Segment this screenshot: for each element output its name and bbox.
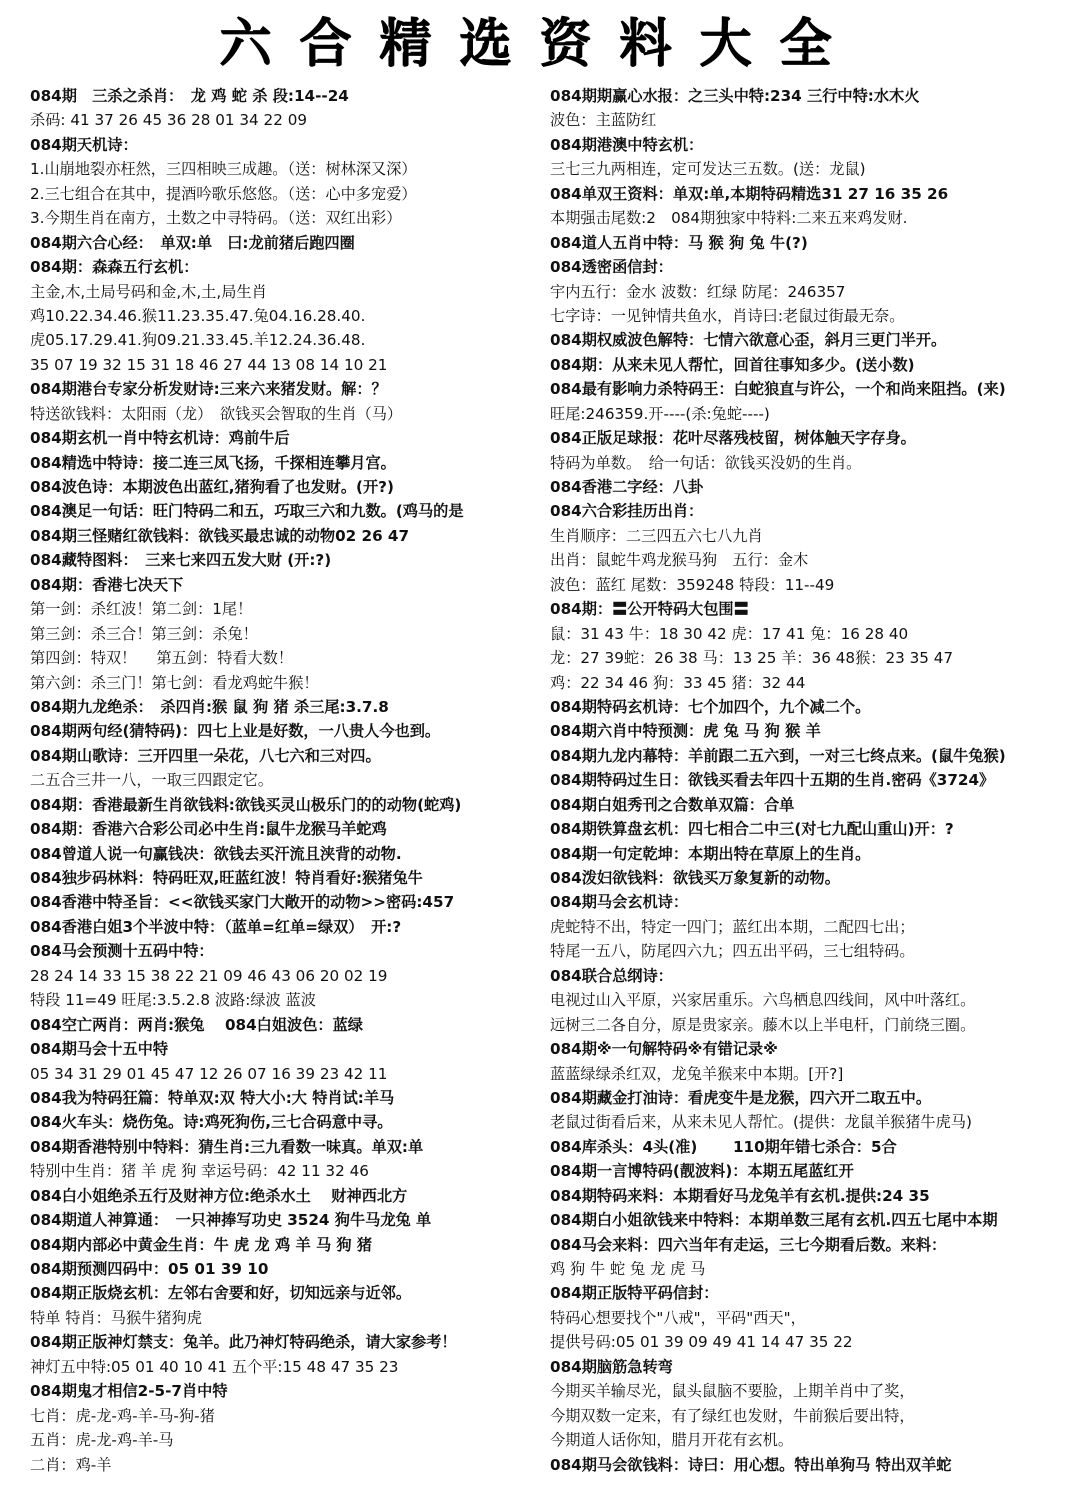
left-heading-line: 084期：香港最新生肖欲钱料:欲钱买灵山极乐门的的动物(蛇鸡) bbox=[30, 795, 462, 814]
right-text-line: 今期道人话你知，腊月开花有玄机。 bbox=[550, 1431, 793, 1450]
right-heading-line: 084期白小姐欲钱来中特料：本期单数三尾有玄机.四五七尾中本期 bbox=[550, 1211, 998, 1230]
left-heading-line: 084期两句经(猜特码)：四七上业是好数，一八贵人今也到。 bbox=[30, 722, 441, 741]
left-column bbox=[30, 84, 542, 1484]
right-text-line: 老鼠过街看后来，从来未见人帮忙。(提供：龙鼠羊猴猪牛虎马) bbox=[550, 1113, 972, 1132]
left-heading-line: 084期玄机一肖中特玄机诗：鸡前牛后 bbox=[30, 429, 290, 448]
left-heading-line: 084空亡两肖：两肖:猴兔 084白姐波色：蓝绿 bbox=[30, 1015, 363, 1034]
right-text-line: 提供号码:05 01 39 09 49 41 14 47 35 22 bbox=[550, 1333, 853, 1352]
page-title: 六合精选资料大全 bbox=[219, 15, 860, 75]
right-heading-line: 084期※一句解特码※有错记录※ bbox=[550, 1040, 778, 1059]
left-text-line: 七肖：虎-龙-鸡-羊-马-狗-猪 bbox=[30, 1406, 215, 1425]
left-heading-line: 084香港中特圣旨：<<欲钱买家门大敞开的动物>>密码:457 bbox=[30, 893, 455, 912]
left-heading-line: 084澳足一句话：旺门特码二和五，巧取三六和九数。(鸡马的是 bbox=[30, 502, 464, 521]
left-heading-line: 084香港白姐3个半波中特：（蓝单=红单=绿双） 开:? bbox=[30, 917, 402, 936]
right-heading-line: 084期藏金打油诗：看虎变牛是龙猴，四六开二取五中。 bbox=[550, 1088, 932, 1107]
right-heading-line: 084期铁算盘玄机：四七相合二中三(对七九配山重山)开：? bbox=[550, 820, 954, 839]
left-text-line: 第一剑：杀红波！第二剑：1尾！ bbox=[30, 600, 253, 619]
right-heading-line: 084期特码来料：本期看好马龙兔羊有玄机.提供:24 35 bbox=[550, 1186, 930, 1205]
left-heading-line: 084期马会十五中特 bbox=[30, 1040, 169, 1059]
right-text-line: 特尾一五八，防尾四六九；四五出平码，三七组特码。 bbox=[550, 942, 915, 961]
right-column bbox=[550, 84, 1075, 1484]
left-heading-line: 084波色诗：本期波色出蓝红,猪狗看了也发财。(开?) bbox=[30, 478, 394, 496]
left-heading-line: 084期正版神灯禁支：兔羊。此乃神灯特码绝杀，请大家参考！ bbox=[30, 1333, 457, 1352]
left-heading-line: 084期三怪赌红欲钱料：欲钱买最忠诚的动物02 26 47 bbox=[30, 526, 410, 545]
left-heading-line: 084期天机诗： bbox=[30, 135, 138, 154]
left-text-line: 1.山崩地裂亦枉然，三四相映三成趣。（送：树林深又深） bbox=[30, 160, 417, 179]
right-text-line: 波色：蓝红 尾数：359248 特段：11--49 bbox=[550, 575, 835, 594]
left-heading-line: 084火车头：烧伤兔。诗:鸡死狗伤,三七合码意中寻。 bbox=[30, 1113, 393, 1132]
right-text-line: 旺尾:246359.开----(杀:兔蛇----) bbox=[550, 404, 770, 423]
right-heading-line: 084期正版特平码信封： bbox=[550, 1284, 719, 1303]
left-text-line: 二五合三井一八，一取三四跟定它。 bbox=[30, 771, 273, 790]
right-heading-line: 084最有影响力杀特码王：白蛇狼直与许公，一个和尚来阻挡。(来) bbox=[550, 380, 1006, 399]
right-heading-line: 084库杀头：4头(准) 110期年错七杀合：5合 bbox=[550, 1137, 897, 1156]
right-text-line: 龙：27 39蛇：26 38 马：13 25 羊：36 48猴：23 35 47 bbox=[550, 649, 954, 668]
right-text-line: 电视过山入平原，兴家居重乐。六鸟栖息四线间，风中叶落红。 bbox=[550, 991, 976, 1010]
right-text-line: 虎蛇特不出，特定一四门；蓝红出本期，二配四七出； bbox=[550, 917, 915, 936]
right-heading-line: 084期马会玄机诗： bbox=[550, 893, 689, 912]
right-text-line: 生肖顺序：二三四五六七八九肖 bbox=[550, 526, 763, 545]
right-heading-line: 084联合总纲诗： bbox=[550, 966, 673, 985]
left-heading-line: 084期港台专家分析发财诗:三来六来猪发财。解：？ bbox=[30, 380, 387, 399]
right-heading-line: 084单双王资料：单双:单,本期特码精选31 27 16 35 26 bbox=[550, 184, 949, 203]
right-heading-line: 084期：从来未见人帮忙，回首往事知多少。(送小数) bbox=[550, 355, 915, 374]
right-text-line: 远树三二各自分，原是贵家亲。藤木以上半电杆，门前绕三圈。 bbox=[550, 1015, 976, 1034]
left-heading-line: 084我为特码狂篇：特单双:双 特大小:大 特肖试:羊马 bbox=[30, 1088, 395, 1107]
left-text-line: 特段 11=49 旺尾:3.5.2.8 波路:绿波 蓝波 bbox=[30, 991, 316, 1010]
right-text-line: 鸡：22 34 46 狗：33 45 猪：32 44 bbox=[550, 673, 806, 692]
left-text-line: 3.今期生肖在南方，土数之中寻特码。（送：双红出彩） bbox=[30, 209, 402, 228]
right-heading-line: 084透密函信封： bbox=[550, 258, 673, 277]
left-heading-line: 084藏特图料： 三来七来四五发大财 (开:?) bbox=[30, 551, 332, 570]
left-text-line: 第四剑：特双！ 第五剑：特看大数！ bbox=[30, 649, 294, 668]
right-heading-line: 084期特码玄机诗：七个加四个，九个减二个。 bbox=[550, 697, 871, 716]
left-heading-line: 084期内部必中黄金生肖：牛 虎 龙 鸡 羊 马 狗 猪 bbox=[30, 1235, 373, 1254]
right-heading-line: 084香港二字经：八卦 bbox=[550, 478, 704, 496]
left-heading-line: 084期：香港六合彩公司必中生肖:鼠牛龙猴马羊蛇鸡 bbox=[30, 820, 387, 839]
right-text-line: 本期强击尾数:2 084期独家中特料:二来五来鸡发财. bbox=[550, 209, 908, 228]
left-text-line: 第三剑：杀三合！第三剑：杀兔！ bbox=[30, 624, 258, 643]
right-text-line: 特码心想要找个"八戒"，平码"西天"， bbox=[550, 1308, 806, 1327]
right-text-line: 特码为单数。 给一句话：欲钱买没奶的生肖。 bbox=[550, 453, 862, 472]
left-heading-line: 084期九龙绝杀： 杀四肖:猴 鼠 狗 猪 杀三尾:3.7.8 bbox=[30, 697, 389, 716]
right-heading-line: 084正版足球报：花叶尽落残枝留，树体触天字存身。 bbox=[550, 429, 916, 448]
left-text-line: 28 24 14 33 15 38 22 21 09 46 43 06 20 02 19 bbox=[30, 966, 388, 985]
left-heading-line: 084期 三杀之杀肖： 龙 鸡 蛇 杀 段:14--24 bbox=[30, 87, 349, 105]
right-heading-line: 084道人五肖中特：马 猴 狗 兔 牛(?) bbox=[550, 233, 808, 252]
left-heading-line: 084期预测四码中：05 01 39 10 bbox=[30, 1260, 269, 1278]
right-heading-line: 084期权威波色解特：七情六欲意心歪，斜月三更门半开。 bbox=[550, 331, 947, 350]
left-heading-line: 084曾道人说一句赢钱决：欲钱去买汗流且浃背的动物. bbox=[30, 844, 402, 863]
left-heading-line: 084白小姐绝杀五行及财神方位:绝杀水土 财神西北方 bbox=[30, 1186, 408, 1205]
left-heading-line: 084精选中特诗：接二连三凤飞扬，千探相连攀月宫。 bbox=[30, 453, 396, 472]
right-heading-line: 084期脑筋急转弯 bbox=[550, 1357, 673, 1376]
left-heading-line: 084期六合心经： 单双:单 曰:龙前猪后跑四圈 bbox=[30, 233, 355, 252]
left-text-line: 神灯五中特:05 01 40 10 41 五个平:15 48 47 35 23 bbox=[30, 1357, 399, 1376]
right-heading-line: 084六合彩挂历出肖： bbox=[550, 502, 704, 521]
right-heading-line: 084期白姐秀刊之合数单双篇：合单 bbox=[550, 795, 795, 814]
left-heading-line: 084期道人神算通： 一只神捧写功史 3524 狗牛马龙兔 单 bbox=[30, 1211, 432, 1230]
left-text-line: 虎05.17.29.41.狗09.21.33.45.羊12.24.36.48. bbox=[30, 331, 366, 350]
left-text-line: 特单 特肖：马猴牛猪狗虎 bbox=[30, 1308, 202, 1327]
left-text-line: 二肖：鸡-羊 bbox=[30, 1455, 112, 1474]
right-heading-line: 084期：〓公开特码大包围〓 bbox=[550, 600, 749, 619]
right-heading-line: 084期马会欲钱料：诗曰：用心想。特出单狗马 特出双羊蛇 bbox=[550, 1455, 952, 1474]
right-heading-line: 084期特码过生日：欲钱买看去年四十五期的生肖.密码《3724》 bbox=[550, 771, 995, 790]
left-text-line: 鸡10.22.34.46.猴11.23.35.47.兔04.16.28.40. bbox=[30, 306, 366, 325]
right-heading-line: 084期六肖中特预测：虎 兔 马 狗 猴 羊 bbox=[550, 722, 821, 741]
right-text-line: 出肖：鼠蛇牛鸡龙猴马狗 五行：金木 bbox=[550, 551, 809, 570]
right-text-line: 鼠：31 43 牛：18 30 42 虎：17 41 兔：16 28 40 bbox=[550, 624, 909, 643]
left-text-line: 35 07 19 32 15 31 18 46 27 44 13 08 14 10 21 bbox=[30, 355, 388, 374]
left-heading-line: 084期山歌诗：三开四里一朵花，八七六和三对四。 bbox=[30, 746, 381, 765]
right-heading-line: 084期一句定乾坤：本期出特在草原上的生肖。 bbox=[550, 844, 871, 863]
right-text-line: 宇内五行：金水 波数：红绿 防尾：246357 bbox=[550, 282, 846, 301]
left-text-line: 主金,木,土局号码和金,木,土,局生肖 bbox=[30, 282, 267, 301]
right-text-line: 波色：主蓝防红 bbox=[550, 111, 657, 130]
right-text-line: 鸡 狗 牛 蛇 兔 龙 虎 马 bbox=[550, 1260, 706, 1278]
right-text-line: 七字诗：一见钟情共鱼水，肖诗曰:老鼠过街最无奈。 bbox=[550, 306, 905, 325]
right-heading-line: 084期九龙内幕特：羊前跟二五六到，一对三七终点来。(鼠牛兔猴) bbox=[550, 746, 1006, 765]
left-heading-line: 084独步码林料：特码旺双,旺蓝红波！特肖看好:猴猪兔牛 bbox=[30, 869, 423, 887]
right-heading-line: 084期一言博特码(靓波料)：本期五尾蓝红开 bbox=[550, 1162, 854, 1181]
left-heading-line: 084期香港特别中特料：猜生肖:三九看数一味真。单双:单 bbox=[30, 1137, 424, 1156]
right-heading-line: 084期港澳中特玄机： bbox=[550, 135, 704, 154]
right-text-line: 今期买羊输尽光，鼠头鼠脑不要脸，上期羊肖中了奖， bbox=[550, 1382, 915, 1401]
left-text-line: 杀码: 41 37 26 45 36 28 01 34 22 09 bbox=[30, 111, 308, 130]
right-text-line: 三七三九两相连，定可发达三五数。(送：龙鼠) bbox=[550, 160, 866, 179]
left-text-line: 第六剑：杀三门！第七剑：看龙鸡蛇牛猴！ bbox=[30, 673, 319, 692]
left-heading-line: 084马会预测十五码中特： bbox=[30, 942, 214, 961]
left-text-line: 五肖：虎-龙-鸡-羊-马 bbox=[30, 1431, 174, 1450]
right-text-line: 今期双数一定来，有了绿红也发财，牛前猴后要出特， bbox=[550, 1406, 915, 1425]
right-text-line: 蓝蓝绿绿杀红双，龙兔羊猴来中本期。[开?] bbox=[550, 1064, 844, 1083]
left-heading-line: 084期：香港七决天下 bbox=[30, 575, 184, 594]
left-heading-line: 084期正版烧玄机：左邻右舍要和好，切知远亲与近邻。 bbox=[30, 1284, 412, 1303]
left-heading-line: 084期鬼才相信2-5-7肖中特 bbox=[30, 1382, 228, 1401]
right-heading-line: 084马会来料：四六当年有走运，三七今期看后数。来料： bbox=[550, 1235, 947, 1254]
left-text-line: 05 34 31 29 01 45 47 12 26 07 16 39 23 42 11 bbox=[30, 1064, 388, 1083]
left-heading-line: 084期：森森五行玄机： bbox=[30, 258, 199, 277]
left-text-line: 特送欲钱料：太阳雨（龙） 欲钱买会智取的生肖（马） bbox=[30, 404, 403, 423]
left-text-line: 特别中生肖：猪 羊 虎 狗 幸运号码：42 11 32 46 bbox=[30, 1162, 369, 1181]
right-heading-line: 084期期赢心水报：之三头中特:234 三行中特:水木火 bbox=[550, 87, 920, 105]
right-heading-line: 084泼妇欲钱料：欲钱买万象复新的动物。 bbox=[550, 869, 840, 887]
left-text-line: 2.三七组合在其中，提酒吟歌乐悠悠。（送：心中多宠爱） bbox=[30, 184, 417, 203]
